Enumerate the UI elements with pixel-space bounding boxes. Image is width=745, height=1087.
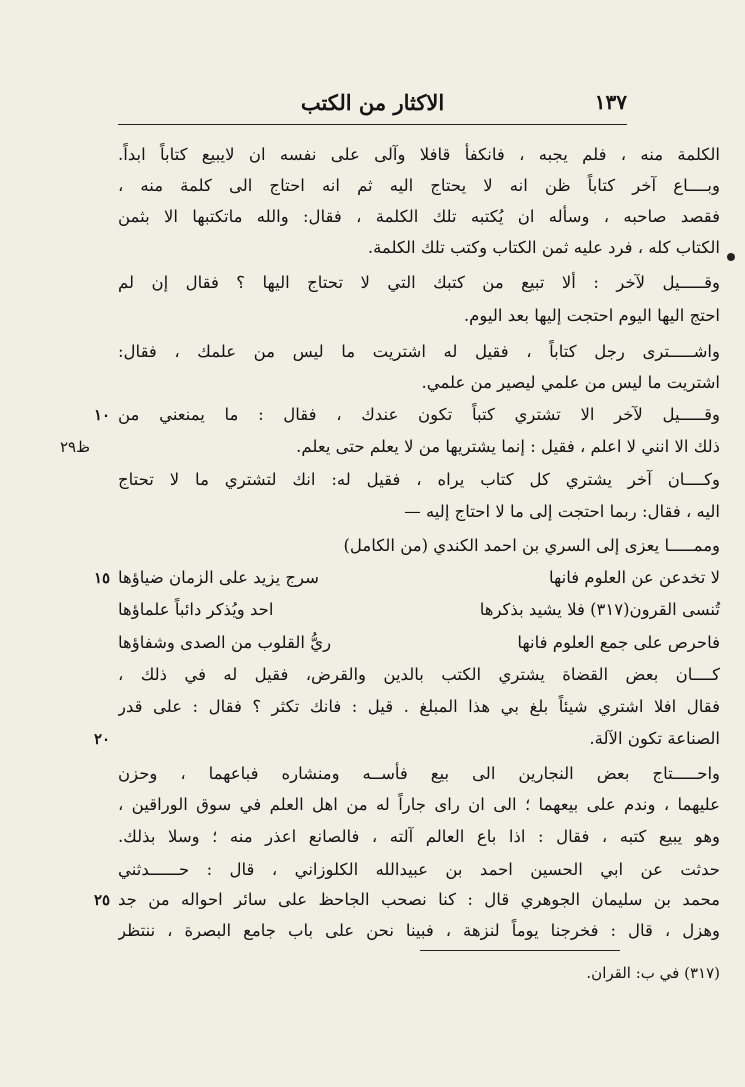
text-line: الكلمة منه ، فلم يجبه ، فانكفأ قافلا وآلى على نفسه ان لايبيع كتاباً ابداً. <box>118 145 720 164</box>
text-line: وقـــــيل لآخر : ألا تبيع من كتبك التي لا تحتاج اليها ؟ فقال إن لم <box>118 273 720 292</box>
text-line: الكتاب كله ، فرد عليه ثمن الكتاب وكتب تلك الكلمة. <box>367 238 720 257</box>
header-rule <box>118 124 627 125</box>
text-line: وبــــاع آخر كتاباً ظن انه لا يحتاج اليه ثم انه احتاج الى كلمة منه ، <box>118 176 720 195</box>
margin-folio-note: ظ٢٩ <box>60 438 90 456</box>
running-header <box>118 86 627 120</box>
text-line: اشتريت ما ليس من علمي ليصير من علمي. <box>421 373 720 392</box>
text-line: فقال افلا اشتري شيئاً بلغ بي هذا المبلغ . قيل : فانك تكثر ؟ فقال : على قدر <box>118 697 720 716</box>
verse-second-hemistich: احد ويُذكر دائباً علماؤها <box>118 600 274 619</box>
text-line: وقـــــيل لآخر الا تشتري كتباً تكون عندك ، فقال : ما يمنعني من <box>118 405 720 424</box>
text-line: اليه ، فقال: ربما احتجت إلى ما لا احتاج إليه — <box>404 502 720 521</box>
text-line: وهو يبيع كتبه ، فقال : اذا باع العالم آلته ، فالصانع اعذر منه ؛ وسلا بذلك. <box>118 827 720 846</box>
margin-mark <box>727 253 735 261</box>
text-line: واشـــــترى رجل كتاباً ، فقيل له اشتريت ما ليس من علمك ، فقال: <box>118 342 720 361</box>
poem-verse <box>118 563 720 593</box>
line-number: ١٥ <box>94 569 111 587</box>
text-line: واحـــــتاج بعض النجارين الى بيع فأســه ومنشاره فباعهما ، وحزن <box>118 764 720 783</box>
verse-first-hemistich: تُنسى القرون(٣١٧) فلا يشيد بذكرها <box>479 600 720 619</box>
verse-first-hemistich: لا تخدعن عن العلوم فانها <box>548 568 720 587</box>
text-line: الصناعة تكون الآلة. <box>589 729 720 748</box>
running-title: الاكثار من الكتب <box>300 90 445 115</box>
text-line: وهزل ، قال : فخرجنا يوماً لنزهة ، فبينا نحن على باب جامع البصرة ، ننتظر <box>118 921 720 940</box>
line-number: ١٠ <box>94 406 111 424</box>
verse-first-hemistich: فاحرص على جمع العلوم فانها <box>517 633 720 652</box>
line-number: ٢٥ <box>94 891 111 909</box>
poem-verse <box>118 595 720 625</box>
footnote-rule <box>420 950 620 951</box>
line-number: ٢٠ <box>94 730 111 748</box>
verse-second-hemistich: سرج يزيد على الزمان ضياؤها <box>118 568 319 587</box>
text-line: احتج اليها اليوم احتجت إليها بعد اليوم. <box>463 306 720 325</box>
text-line: فقصد صاحبه ، وسأله ان يُكتبه تلك الكلمة ، فقال: والله ماتكتبها الا بثمن <box>118 207 720 226</box>
text-line: عليهما ، وندم على بيعهما ؛ الى ان راى جاراً له من اهل العلم في سوق الوراقين ، <box>118 795 720 814</box>
footnote: (٣١٧) في ب: القران. <box>586 964 720 982</box>
text-line: محمد بن سليمان الجوهري قال : كنا نصحب الجاحظ على سائر احواله من جد <box>118 890 720 909</box>
verse-second-hemistich: ريُّ القلوب من الصدى وشفاؤها <box>118 633 332 652</box>
poem-verse <box>118 628 720 658</box>
page-number: ١٣٧ <box>594 90 627 114</box>
verse-intro: وممـــــا يعزى إلى السري بن احمد الكندي (من الكامل) <box>343 536 720 555</box>
text-line: ذلك الا انني لا اعلم ، فقيل : إنما يشتريها من لا يعلم حتى يعلم. <box>296 437 720 456</box>
text-line: كــــان بعض القضاة يشتري الكتب بالدين والقرض، فقيل له في ذلك ، <box>118 665 720 684</box>
text-line: وكــــان آخر يشتري كل كتاب يراه ، فقيل له: انك لتشتري ما لا تحتاج <box>118 470 720 489</box>
text-line: حدثت عن ابي الحسين احمد بن عبيدالله الكلوزاني ، قال : حــــــدثني <box>118 860 720 879</box>
